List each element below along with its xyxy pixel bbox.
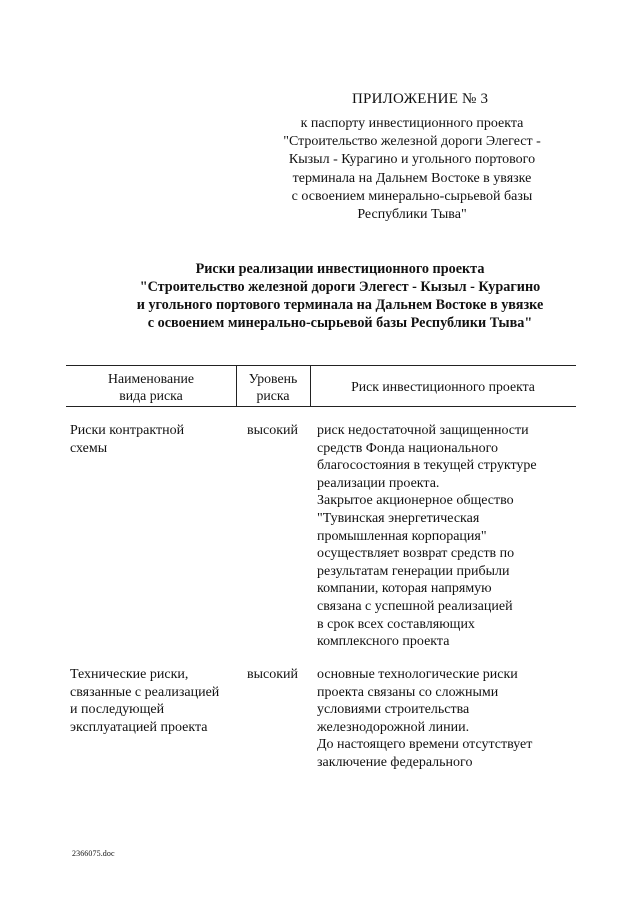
cell-line: Риски контрактной: [70, 423, 185, 438]
appendix-subtitle-line: Республики Тыва": [357, 207, 467, 223]
table-row-1-risk: [317, 422, 537, 651]
cell-line: основные технологические риски: [317, 667, 518, 682]
cell-line: высокий: [247, 667, 299, 682]
document-title-line: Риски реализации инвестиционного проекта: [195, 261, 485, 277]
document-title-line: и угольного портового терминала на Дальнем Востоке в увязке: [136, 297, 544, 313]
cell-line: связана с успешной реализацией: [317, 598, 513, 614]
cell-line: комплексного проекта: [317, 634, 450, 650]
appendix-subtitle-line: терминала на Дальнем Востоке в увязке: [292, 170, 532, 186]
cell-line: условиями строительства: [317, 702, 470, 718]
appendix-subtitle-line: с освоением минерально-сырьевой базы: [291, 188, 533, 204]
cell-line: схемы: [70, 440, 108, 456]
cell-line: Технические риски,: [70, 667, 189, 682]
cell-line: эксплуатацией проекта: [70, 719, 208, 735]
table-header-risk-level: [236, 370, 310, 404]
cell-line: До настоящего времени отсутствует: [317, 737, 533, 753]
document-title-line: с освоением минерально-сырьевой базы Республики Тыва": [147, 315, 533, 331]
cell-line: высокий: [247, 423, 299, 438]
cell-line: "Тувинская энергетическая: [317, 510, 480, 526]
table-row-2-level: [247, 666, 298, 684]
cell-line: заключение федерального: [317, 754, 473, 770]
header-line: Риск инвестиционного проекта: [351, 379, 535, 394]
cell-line: осуществляет возврат средств по: [317, 546, 515, 562]
table-row-1-name: [70, 422, 184, 457]
document-title-line: "Строительство железной дороги Элегест - Кызыл - Курагино: [139, 279, 541, 295]
table-header-project-risk: [310, 378, 576, 395]
document-filename: 2366075.doc: [72, 849, 115, 858]
table-row-1-level: [247, 422, 298, 440]
appendix-subtitle-line: "Строительство железной дороги Элегест -: [283, 134, 541, 150]
cell-line: благосостояния в текущей структуре: [317, 458, 537, 474]
appendix-subtitle-line: Кызыл - Курагино и угольного портового: [288, 152, 536, 168]
appendix-subtitle: [262, 115, 562, 224]
table-header-risk-type: [66, 370, 236, 404]
cell-line: средств Фонда национального: [317, 440, 498, 456]
table-top-rule: [66, 365, 576, 366]
table-row-2-risk: [317, 666, 532, 772]
header-line: Уровень: [248, 371, 298, 386]
cell-line: в срок всех составляющих: [317, 616, 475, 632]
appendix-subtitle-line: к паспорту инвестиционного проекта: [300, 116, 524, 131]
cell-line: компании, которая напрямую: [317, 581, 492, 597]
cell-line: связанные с реализацией: [70, 684, 220, 700]
cell-line: промышленная корпорация": [317, 528, 487, 544]
table-header-rule: [66, 406, 576, 407]
appendix-title: ПРИЛОЖЕНИЕ № 3: [352, 91, 489, 107]
header-line: Наименование: [108, 371, 194, 386]
cell-line: Закрытое акционерное общество: [317, 493, 514, 509]
cell-line: реализации проекта.: [317, 475, 440, 491]
header-line: вида риска: [119, 388, 183, 403]
document-title: [40, 260, 640, 332]
cell-line: риск недостаточной защищенности: [317, 423, 529, 438]
cell-line: железнодорожной линии.: [317, 719, 470, 735]
table-row-2-name: [70, 666, 219, 736]
cell-line: проекта связаны со сложными: [317, 684, 499, 700]
cell-line: результатам генерации прибыли: [317, 563, 510, 579]
header-line: риска: [256, 388, 290, 403]
cell-line: и последующей: [70, 702, 165, 718]
